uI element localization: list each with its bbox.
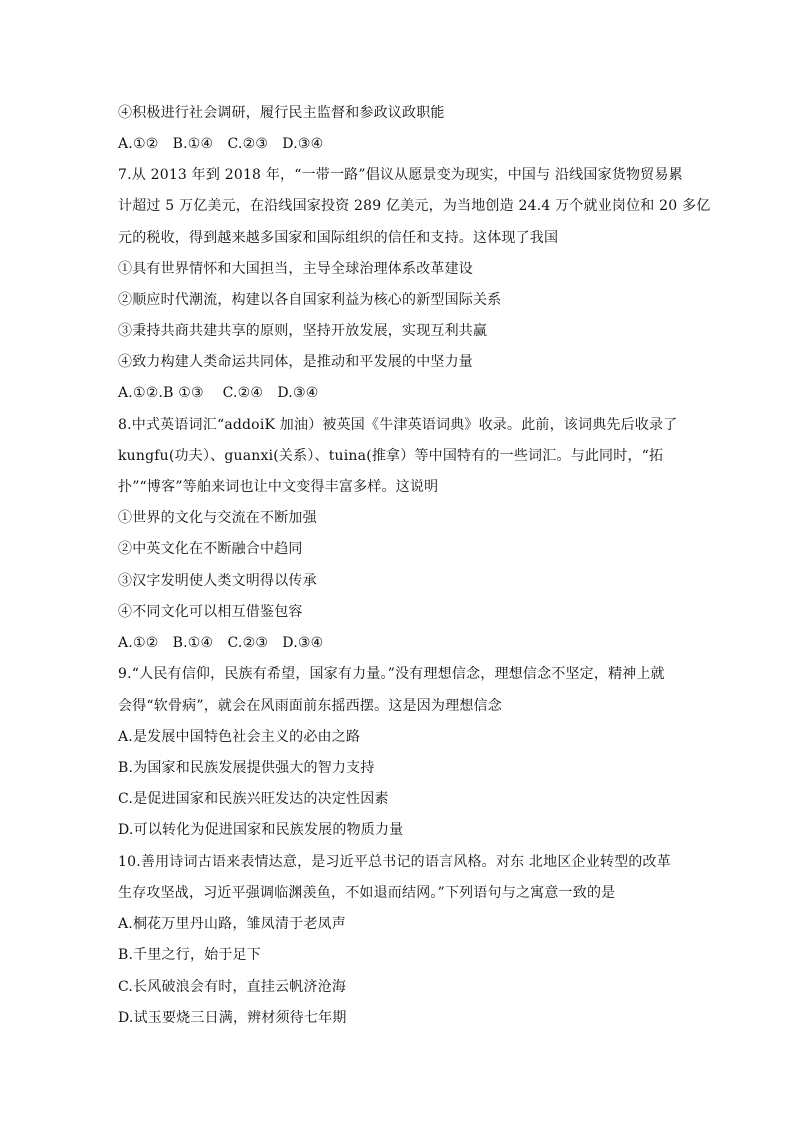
option-line: C.长风破浪会有时，直挂云帆济沧海 [118,979,347,995]
question-10-stem: 生存攻坚战，习近平强调临渊羡鱼，不如退而结网。”下列语句与之寓意一致的是 [118,885,616,901]
question-9-stem: 会得“软骨病”，就会在风雨面前东摇西摆。这是因为理想信念 [118,698,502,714]
option-line: B.为国家和民族发展提供强大的智力支持 [118,760,375,776]
option-line: ③秉持共商共建共享的原则，坚持开放发展，实现互利共赢 [118,323,488,339]
option-line: B.千里之行，始于足下 [118,947,261,963]
question-10-stem: 10.善用诗词古语来表情达意，是习近平总书记的语言风格。对东 北地区企业转型的改革 [118,854,671,870]
question-7-stem: 计超过 5 万亿美元，在沿线国家投资 289 亿美元，为当地创造 24.4 万个就业岗位和 20 多亿 [118,198,711,214]
option-line: C.是促进国家和民族兴旺发达的决定性因素 [118,791,389,807]
answer-choices: A.①② B.①④ C.②③ D.③④ [118,136,324,152]
question-9-stem: 9.“人民有信仰，民族有希望，国家有力量。”没有理想信念，理想信念不坚定，精神上就 [118,666,665,682]
question-7-stem: 元的税收，得到越来越多国家和国际组织的信任和支持。这体现了我国 [118,230,559,246]
option-line: ①具有世界情怀和大国担当，主导全球治理体系改革建设 [118,261,473,277]
option-line: ③汉字发明使人类文明得以传承 [118,573,317,589]
question-8-stem: kungfu(功夫）、guanxi(关系）、tuina(推拿）等中国特有的一些词汇。与此同时，“拓 [118,448,664,464]
option-line: ④致力构建人类命运共同体，是推动和平发展的中坚力量 [118,354,473,370]
option-line: A.是发展中国特色社会主义的必由之路 [118,729,361,745]
option-line: ①世界的文化与交流在不断加强 [118,510,317,526]
option-line: D.试玉要烧三日满，辨材须待七年期 [118,1010,347,1026]
option-line: A.桐花万里丹山路，雏凤清于老凤声 [118,916,346,932]
answer-choices: A.①②.B ①③ C.②④ D.③④ [118,385,319,401]
option-line: ②中英文化在不断融合中趋同 [118,541,303,557]
option-line: D.可以转化为促进国家和民族发展的物质力量 [118,822,404,838]
option-line: ④不同文化可以相互借鉴包容 [118,604,303,620]
question-8-stem: 8.中式英语词汇“addoiK 加油）被英国《牛津英语词典》收录。此前，该词典先后收录了 [118,417,678,433]
option-line: ②顺应时代潮流，构建以各自国家利益为核心的新型国际关系 [118,292,502,308]
option-line: ④积极进行社会调研，履行民主监督和参政议政职能 [118,105,445,121]
question-8-stem: 扑”“博客”等舶来词也让中文变得丰富多样。这说明 [118,479,439,495]
answer-choices: A.①② B.①④ C.②③ D.③④ [118,635,324,651]
question-7-stem: 7.从 2013 年到 2018 年，“一带一路”倡议从愿景变为现实，中国与 沿线国家货物贸易累 [118,167,683,183]
